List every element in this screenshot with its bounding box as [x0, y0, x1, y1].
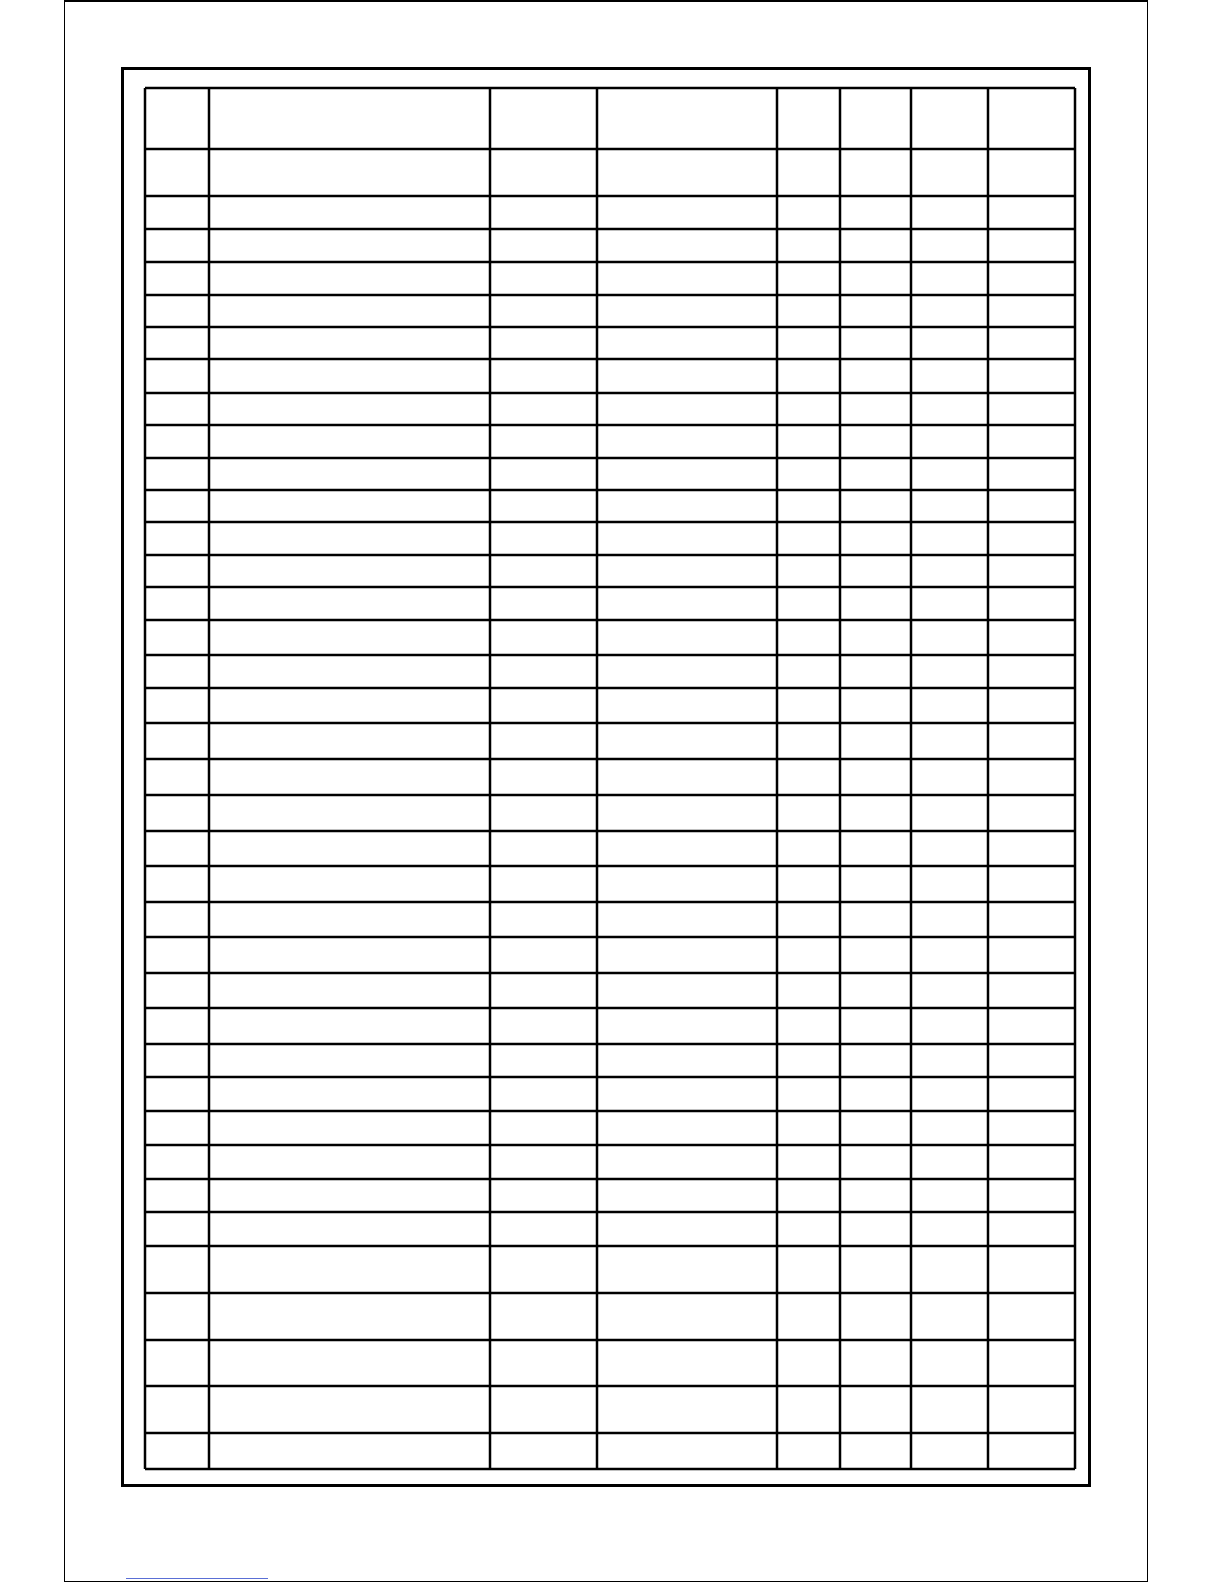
footer-link-underline[interactable] [126, 1578, 268, 1579]
